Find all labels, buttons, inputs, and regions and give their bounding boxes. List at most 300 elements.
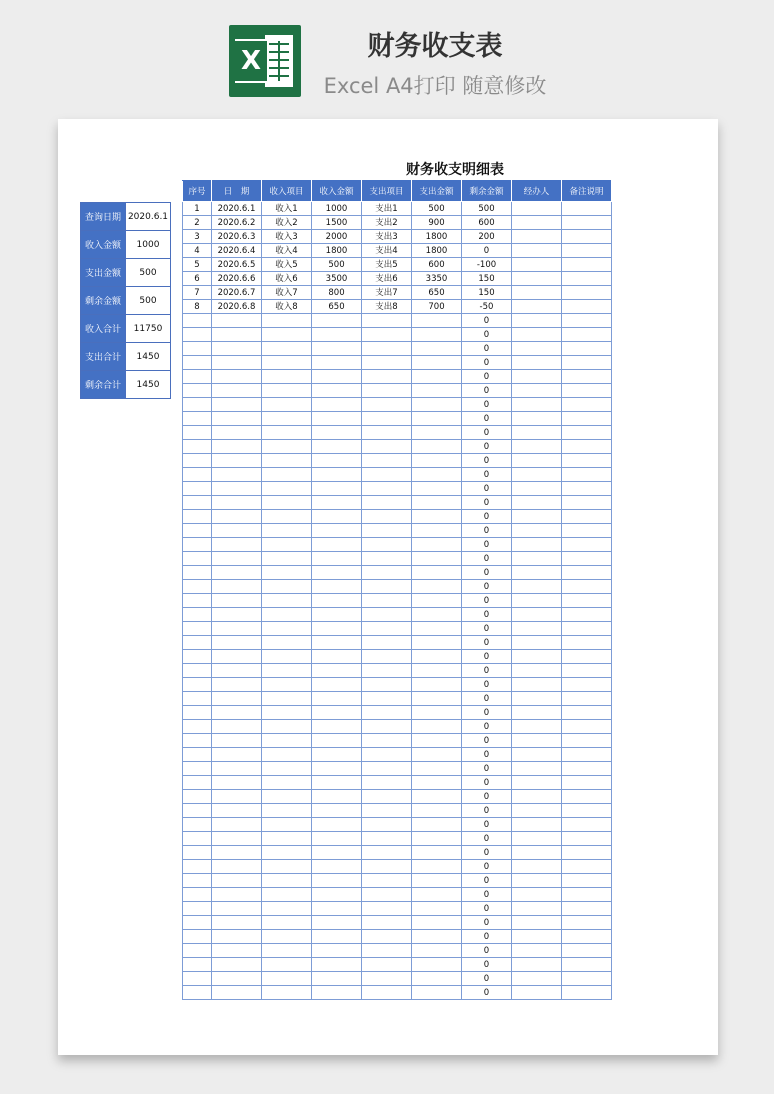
table-cell[interactable] (412, 342, 462, 356)
table-cell[interactable] (312, 314, 362, 328)
table-cell[interactable]: 900 (412, 216, 462, 230)
table-cell[interactable] (212, 468, 262, 482)
table-cell[interactable] (562, 776, 612, 790)
table-cell[interactable] (262, 678, 312, 692)
table-cell[interactable] (512, 594, 562, 608)
table-cell[interactable]: 支出5 (362, 258, 412, 272)
table-cell[interactable]: 收入3 (262, 230, 312, 244)
table-cell[interactable] (262, 846, 312, 860)
table-cell[interactable] (212, 720, 262, 734)
table-cell[interactable] (412, 706, 462, 720)
table-cell[interactable] (212, 566, 262, 580)
table-cell[interactable] (362, 720, 412, 734)
table-cell[interactable] (412, 874, 462, 888)
table-cell[interactable] (183, 930, 212, 944)
table-cell[interactable] (183, 370, 212, 384)
table-cell[interactable] (512, 216, 562, 230)
table-cell[interactable] (512, 846, 562, 860)
table-cell[interactable] (183, 972, 212, 986)
table-cell[interactable]: 1800 (412, 244, 462, 258)
table-cell[interactable]: 0 (462, 832, 512, 846)
table-cell[interactable] (362, 888, 412, 902)
table-cell[interactable] (262, 706, 312, 720)
table-cell[interactable]: 0 (462, 482, 512, 496)
table-cell[interactable] (512, 972, 562, 986)
table-cell[interactable]: 0 (462, 860, 512, 874)
table-cell[interactable] (562, 986, 612, 1000)
table-cell[interactable] (212, 398, 262, 412)
table-cell[interactable] (312, 664, 362, 678)
table-cell[interactable] (262, 454, 312, 468)
table-cell[interactable] (362, 636, 412, 650)
table-cell[interactable] (562, 930, 612, 944)
table-cell[interactable] (512, 720, 562, 734)
table-cell[interactable] (183, 314, 212, 328)
table-cell[interactable]: 0 (462, 734, 512, 748)
table-cell[interactable] (262, 412, 312, 426)
table-cell[interactable] (212, 636, 262, 650)
table-cell[interactable]: 0 (462, 356, 512, 370)
table-cell[interactable] (183, 874, 212, 888)
table-cell[interactable] (212, 916, 262, 930)
table-cell[interactable] (262, 790, 312, 804)
table-cell[interactable]: 0 (462, 888, 512, 902)
table-cell[interactable] (183, 818, 212, 832)
table-cell[interactable] (362, 902, 412, 916)
table-cell[interactable] (212, 454, 262, 468)
table-cell[interactable]: 0 (462, 678, 512, 692)
table-cell[interactable] (212, 846, 262, 860)
table-cell[interactable] (412, 524, 462, 538)
table-cell[interactable] (183, 496, 212, 510)
table-cell[interactable] (262, 650, 312, 664)
table-cell[interactable] (412, 538, 462, 552)
table-cell[interactable] (183, 636, 212, 650)
table-cell[interactable] (312, 818, 362, 832)
table-cell[interactable] (362, 370, 412, 384)
table-cell[interactable]: 2020.6.3 (212, 230, 262, 244)
table-cell[interactable] (412, 944, 462, 958)
table-cell[interactable] (412, 678, 462, 692)
table-cell[interactable] (362, 790, 412, 804)
table-cell[interactable] (312, 650, 362, 664)
table-cell[interactable]: 2020.6.8 (212, 300, 262, 314)
table-cell[interactable]: 0 (462, 650, 512, 664)
table-cell[interactable] (412, 958, 462, 972)
table-cell[interactable] (512, 468, 562, 482)
table-cell[interactable]: 5 (183, 258, 212, 272)
table-cell[interactable] (212, 748, 262, 762)
table-cell[interactable] (312, 356, 362, 370)
table-cell[interactable] (562, 972, 612, 986)
table-cell[interactable] (312, 930, 362, 944)
table-cell[interactable] (262, 440, 312, 454)
table-cell[interactable] (312, 986, 362, 1000)
table-cell[interactable] (212, 902, 262, 916)
table-cell[interactable] (183, 566, 212, 580)
table-cell[interactable]: 150 (462, 286, 512, 300)
table-cell[interactable] (562, 426, 612, 440)
table-cell[interactable] (512, 342, 562, 356)
table-cell[interactable] (512, 790, 562, 804)
table-cell[interactable] (412, 664, 462, 678)
table-cell[interactable] (212, 790, 262, 804)
table-cell[interactable]: 0 (462, 944, 512, 958)
table-cell[interactable] (262, 538, 312, 552)
table-cell[interactable] (183, 664, 212, 678)
table-cell[interactable] (212, 986, 262, 1000)
table-cell[interactable]: 0 (462, 846, 512, 860)
table-cell[interactable]: 6 (183, 272, 212, 286)
table-cell[interactable] (512, 230, 562, 244)
table-cell[interactable]: 0 (462, 384, 512, 398)
table-cell[interactable] (183, 846, 212, 860)
table-cell[interactable] (362, 706, 412, 720)
table-cell[interactable] (412, 790, 462, 804)
table-cell[interactable] (212, 370, 262, 384)
table-cell[interactable] (262, 720, 312, 734)
table-cell[interactable] (562, 678, 612, 692)
table-cell[interactable] (512, 314, 562, 328)
table-cell[interactable] (183, 412, 212, 426)
table-cell[interactable] (262, 342, 312, 356)
table-cell[interactable] (183, 888, 212, 902)
table-cell[interactable] (512, 286, 562, 300)
table-cell[interactable] (512, 916, 562, 930)
table-cell[interactable]: 0 (462, 748, 512, 762)
table-cell[interactable] (512, 412, 562, 426)
table-cell[interactable] (312, 916, 362, 930)
table-cell[interactable] (183, 944, 212, 958)
table-cell[interactable] (262, 566, 312, 580)
table-cell[interactable] (512, 986, 562, 1000)
table-cell[interactable] (262, 874, 312, 888)
table-cell[interactable]: 2020.6.6 (212, 272, 262, 286)
table-cell[interactable] (262, 972, 312, 986)
table-cell[interactable] (562, 244, 612, 258)
table-cell[interactable] (562, 748, 612, 762)
table-cell[interactable]: 0 (462, 538, 512, 552)
table-cell[interactable] (262, 510, 312, 524)
table-cell[interactable] (262, 916, 312, 930)
table-cell[interactable]: 0 (462, 622, 512, 636)
table-cell[interactable] (212, 804, 262, 818)
table-cell[interactable] (512, 482, 562, 496)
table-cell[interactable]: 3500 (312, 272, 362, 286)
table-cell[interactable] (212, 594, 262, 608)
table-cell[interactable]: 0 (462, 720, 512, 734)
table-cell[interactable]: 0 (462, 902, 512, 916)
table-cell[interactable] (212, 482, 262, 496)
table-cell[interactable] (362, 776, 412, 790)
table-cell[interactable] (183, 454, 212, 468)
table-cell[interactable] (312, 412, 362, 426)
table-cell[interactable] (562, 286, 612, 300)
table-cell[interactable] (362, 846, 412, 860)
table-cell[interactable] (262, 692, 312, 706)
table-cell[interactable]: 200 (462, 230, 512, 244)
table-cell[interactable]: 0 (462, 566, 512, 580)
table-cell[interactable] (183, 468, 212, 482)
table-cell[interactable] (212, 972, 262, 986)
table-cell[interactable] (183, 720, 212, 734)
table-cell[interactable] (262, 902, 312, 916)
table-cell[interactable] (412, 454, 462, 468)
table-cell[interactable] (412, 412, 462, 426)
table-cell[interactable] (362, 328, 412, 342)
table-cell[interactable] (212, 384, 262, 398)
table-cell[interactable]: 600 (412, 258, 462, 272)
table-cell[interactable] (562, 524, 612, 538)
table-cell[interactable] (212, 314, 262, 328)
table-cell[interactable] (362, 552, 412, 566)
table-cell[interactable] (262, 496, 312, 510)
table-cell[interactable] (212, 412, 262, 426)
table-cell[interactable] (183, 552, 212, 566)
table-cell[interactable] (262, 832, 312, 846)
table-cell[interactable] (512, 608, 562, 622)
table-cell[interactable] (512, 930, 562, 944)
table-cell[interactable]: 0 (462, 412, 512, 426)
table-cell[interactable] (183, 678, 212, 692)
table-cell[interactable] (362, 538, 412, 552)
table-cell[interactable]: 500 (412, 202, 462, 216)
table-cell[interactable] (212, 622, 262, 636)
table-cell[interactable] (312, 958, 362, 972)
table-cell[interactable] (312, 566, 362, 580)
table-cell[interactable] (362, 692, 412, 706)
table-cell[interactable]: -100 (462, 258, 512, 272)
table-cell[interactable] (562, 314, 612, 328)
table-cell[interactable] (212, 776, 262, 790)
table-cell[interactable] (183, 692, 212, 706)
table-cell[interactable] (562, 594, 612, 608)
table-cell[interactable] (412, 818, 462, 832)
table-cell[interactable]: 收入5 (262, 258, 312, 272)
table-cell[interactable] (512, 692, 562, 706)
table-cell[interactable] (562, 664, 612, 678)
table-cell[interactable] (212, 762, 262, 776)
table-cell[interactable] (312, 888, 362, 902)
table-cell[interactable] (183, 608, 212, 622)
table-cell[interactable] (212, 664, 262, 678)
table-cell[interactable] (412, 860, 462, 874)
table-cell[interactable] (362, 594, 412, 608)
table-cell[interactable]: 0 (462, 552, 512, 566)
table-cell[interactable]: 0 (462, 342, 512, 356)
summary-value[interactable]: 1000 (126, 231, 171, 259)
table-cell[interactable] (512, 734, 562, 748)
table-cell[interactable] (412, 846, 462, 860)
table-cell[interactable]: 0 (462, 776, 512, 790)
table-cell[interactable] (562, 650, 612, 664)
table-cell[interactable] (512, 272, 562, 286)
table-cell[interactable] (362, 972, 412, 986)
table-cell[interactable] (362, 664, 412, 678)
table-cell[interactable] (412, 832, 462, 846)
table-cell[interactable] (362, 314, 412, 328)
table-cell[interactable] (512, 510, 562, 524)
table-cell[interactable] (183, 986, 212, 1000)
table-cell[interactable] (562, 902, 612, 916)
table-cell[interactable] (312, 902, 362, 916)
table-cell[interactable]: 2000 (312, 230, 362, 244)
table-cell[interactable] (412, 552, 462, 566)
table-cell[interactable] (412, 496, 462, 510)
table-cell[interactable]: 收入8 (262, 300, 312, 314)
table-cell[interactable] (562, 496, 612, 510)
table-cell[interactable] (183, 440, 212, 454)
table-cell[interactable]: 1 (183, 202, 212, 216)
table-cell[interactable] (512, 706, 562, 720)
table-cell[interactable] (512, 398, 562, 412)
table-cell[interactable] (312, 860, 362, 874)
table-cell[interactable] (562, 202, 612, 216)
table-cell[interactable] (212, 426, 262, 440)
table-cell[interactable]: 0 (462, 440, 512, 454)
table-cell[interactable] (562, 230, 612, 244)
table-cell[interactable] (562, 692, 612, 706)
table-cell[interactable] (562, 566, 612, 580)
table-cell[interactable] (212, 496, 262, 510)
table-cell[interactable]: 0 (462, 328, 512, 342)
table-cell[interactable] (512, 874, 562, 888)
table-cell[interactable] (212, 944, 262, 958)
table-cell[interactable] (183, 706, 212, 720)
table-cell[interactable] (512, 832, 562, 846)
table-cell[interactable] (362, 468, 412, 482)
table-cell[interactable] (262, 468, 312, 482)
table-cell[interactable]: 2020.6.7 (212, 286, 262, 300)
table-cell[interactable] (212, 874, 262, 888)
table-cell[interactable]: 0 (462, 636, 512, 650)
table-cell[interactable] (362, 804, 412, 818)
table-cell[interactable] (562, 552, 612, 566)
table-cell[interactable] (562, 370, 612, 384)
table-cell[interactable] (312, 468, 362, 482)
table-cell[interactable] (512, 426, 562, 440)
table-cell[interactable] (212, 734, 262, 748)
table-cell[interactable] (362, 510, 412, 524)
table-cell[interactable] (362, 762, 412, 776)
table-cell[interactable]: 0 (462, 510, 512, 524)
table-cell[interactable] (312, 874, 362, 888)
table-cell[interactable] (562, 762, 612, 776)
table-cell[interactable] (312, 790, 362, 804)
table-cell[interactable] (412, 622, 462, 636)
table-cell[interactable] (412, 720, 462, 734)
table-cell[interactable] (312, 552, 362, 566)
table-cell[interactable] (562, 412, 612, 426)
table-cell[interactable]: 0 (462, 930, 512, 944)
table-cell[interactable] (412, 930, 462, 944)
table-cell[interactable] (262, 958, 312, 972)
table-cell[interactable] (512, 958, 562, 972)
table-cell[interactable] (412, 986, 462, 1000)
table-cell[interactable] (512, 818, 562, 832)
table-cell[interactable] (562, 398, 612, 412)
table-cell[interactable] (562, 342, 612, 356)
table-cell[interactable] (312, 776, 362, 790)
table-cell[interactable] (512, 244, 562, 258)
table-cell[interactable] (262, 748, 312, 762)
table-cell[interactable] (362, 944, 412, 958)
table-cell[interactable] (412, 762, 462, 776)
table-cell[interactable]: 0 (462, 314, 512, 328)
table-cell[interactable]: 0 (462, 972, 512, 986)
table-cell[interactable] (362, 608, 412, 622)
table-cell[interactable] (512, 902, 562, 916)
table-cell[interactable] (512, 678, 562, 692)
table-cell[interactable] (212, 328, 262, 342)
table-cell[interactable] (562, 440, 612, 454)
table-cell[interactable]: 2020.6.5 (212, 258, 262, 272)
table-cell[interactable] (312, 608, 362, 622)
table-cell[interactable] (512, 356, 562, 370)
table-cell[interactable] (312, 762, 362, 776)
table-cell[interactable] (562, 790, 612, 804)
table-cell[interactable] (262, 580, 312, 594)
table-cell[interactable] (362, 426, 412, 440)
table-cell[interactable] (562, 622, 612, 636)
summary-value[interactable]: 11750 (126, 315, 171, 343)
table-cell[interactable] (562, 510, 612, 524)
summary-value[interactable]: 500 (126, 259, 171, 287)
table-cell[interactable] (362, 986, 412, 1000)
table-cell[interactable] (212, 552, 262, 566)
table-cell[interactable]: 500 (312, 258, 362, 272)
table-cell[interactable] (212, 958, 262, 972)
table-cell[interactable] (212, 678, 262, 692)
table-cell[interactable] (412, 566, 462, 580)
table-cell[interactable]: 0 (462, 664, 512, 678)
table-cell[interactable] (262, 930, 312, 944)
table-cell[interactable]: 0 (462, 454, 512, 468)
table-cell[interactable] (183, 342, 212, 356)
table-cell[interactable] (183, 832, 212, 846)
table-cell[interactable] (362, 748, 412, 762)
table-cell[interactable] (262, 384, 312, 398)
table-cell[interactable] (183, 356, 212, 370)
table-cell[interactable] (312, 482, 362, 496)
table-cell[interactable]: 0 (462, 916, 512, 930)
table-cell[interactable] (262, 776, 312, 790)
table-cell[interactable] (512, 776, 562, 790)
table-cell[interactable]: 收入2 (262, 216, 312, 230)
table-cell[interactable] (262, 622, 312, 636)
table-cell[interactable] (312, 944, 362, 958)
table-cell[interactable] (312, 496, 362, 510)
table-cell[interactable] (262, 734, 312, 748)
table-cell[interactable] (262, 594, 312, 608)
table-cell[interactable] (412, 482, 462, 496)
table-cell[interactable] (412, 426, 462, 440)
table-cell[interactable] (183, 902, 212, 916)
table-cell[interactable] (312, 454, 362, 468)
table-cell[interactable] (562, 468, 612, 482)
table-cell[interactable] (312, 692, 362, 706)
table-cell[interactable] (512, 762, 562, 776)
table-cell[interactable]: 0 (462, 986, 512, 1000)
table-cell[interactable] (412, 650, 462, 664)
table-cell[interactable]: 收入6 (262, 272, 312, 286)
table-cell[interactable] (362, 524, 412, 538)
table-cell[interactable] (512, 328, 562, 342)
table-cell[interactable] (262, 986, 312, 1000)
table-cell[interactable]: 0 (462, 398, 512, 412)
table-cell[interactable] (183, 916, 212, 930)
summary-value[interactable]: 1450 (126, 371, 171, 399)
